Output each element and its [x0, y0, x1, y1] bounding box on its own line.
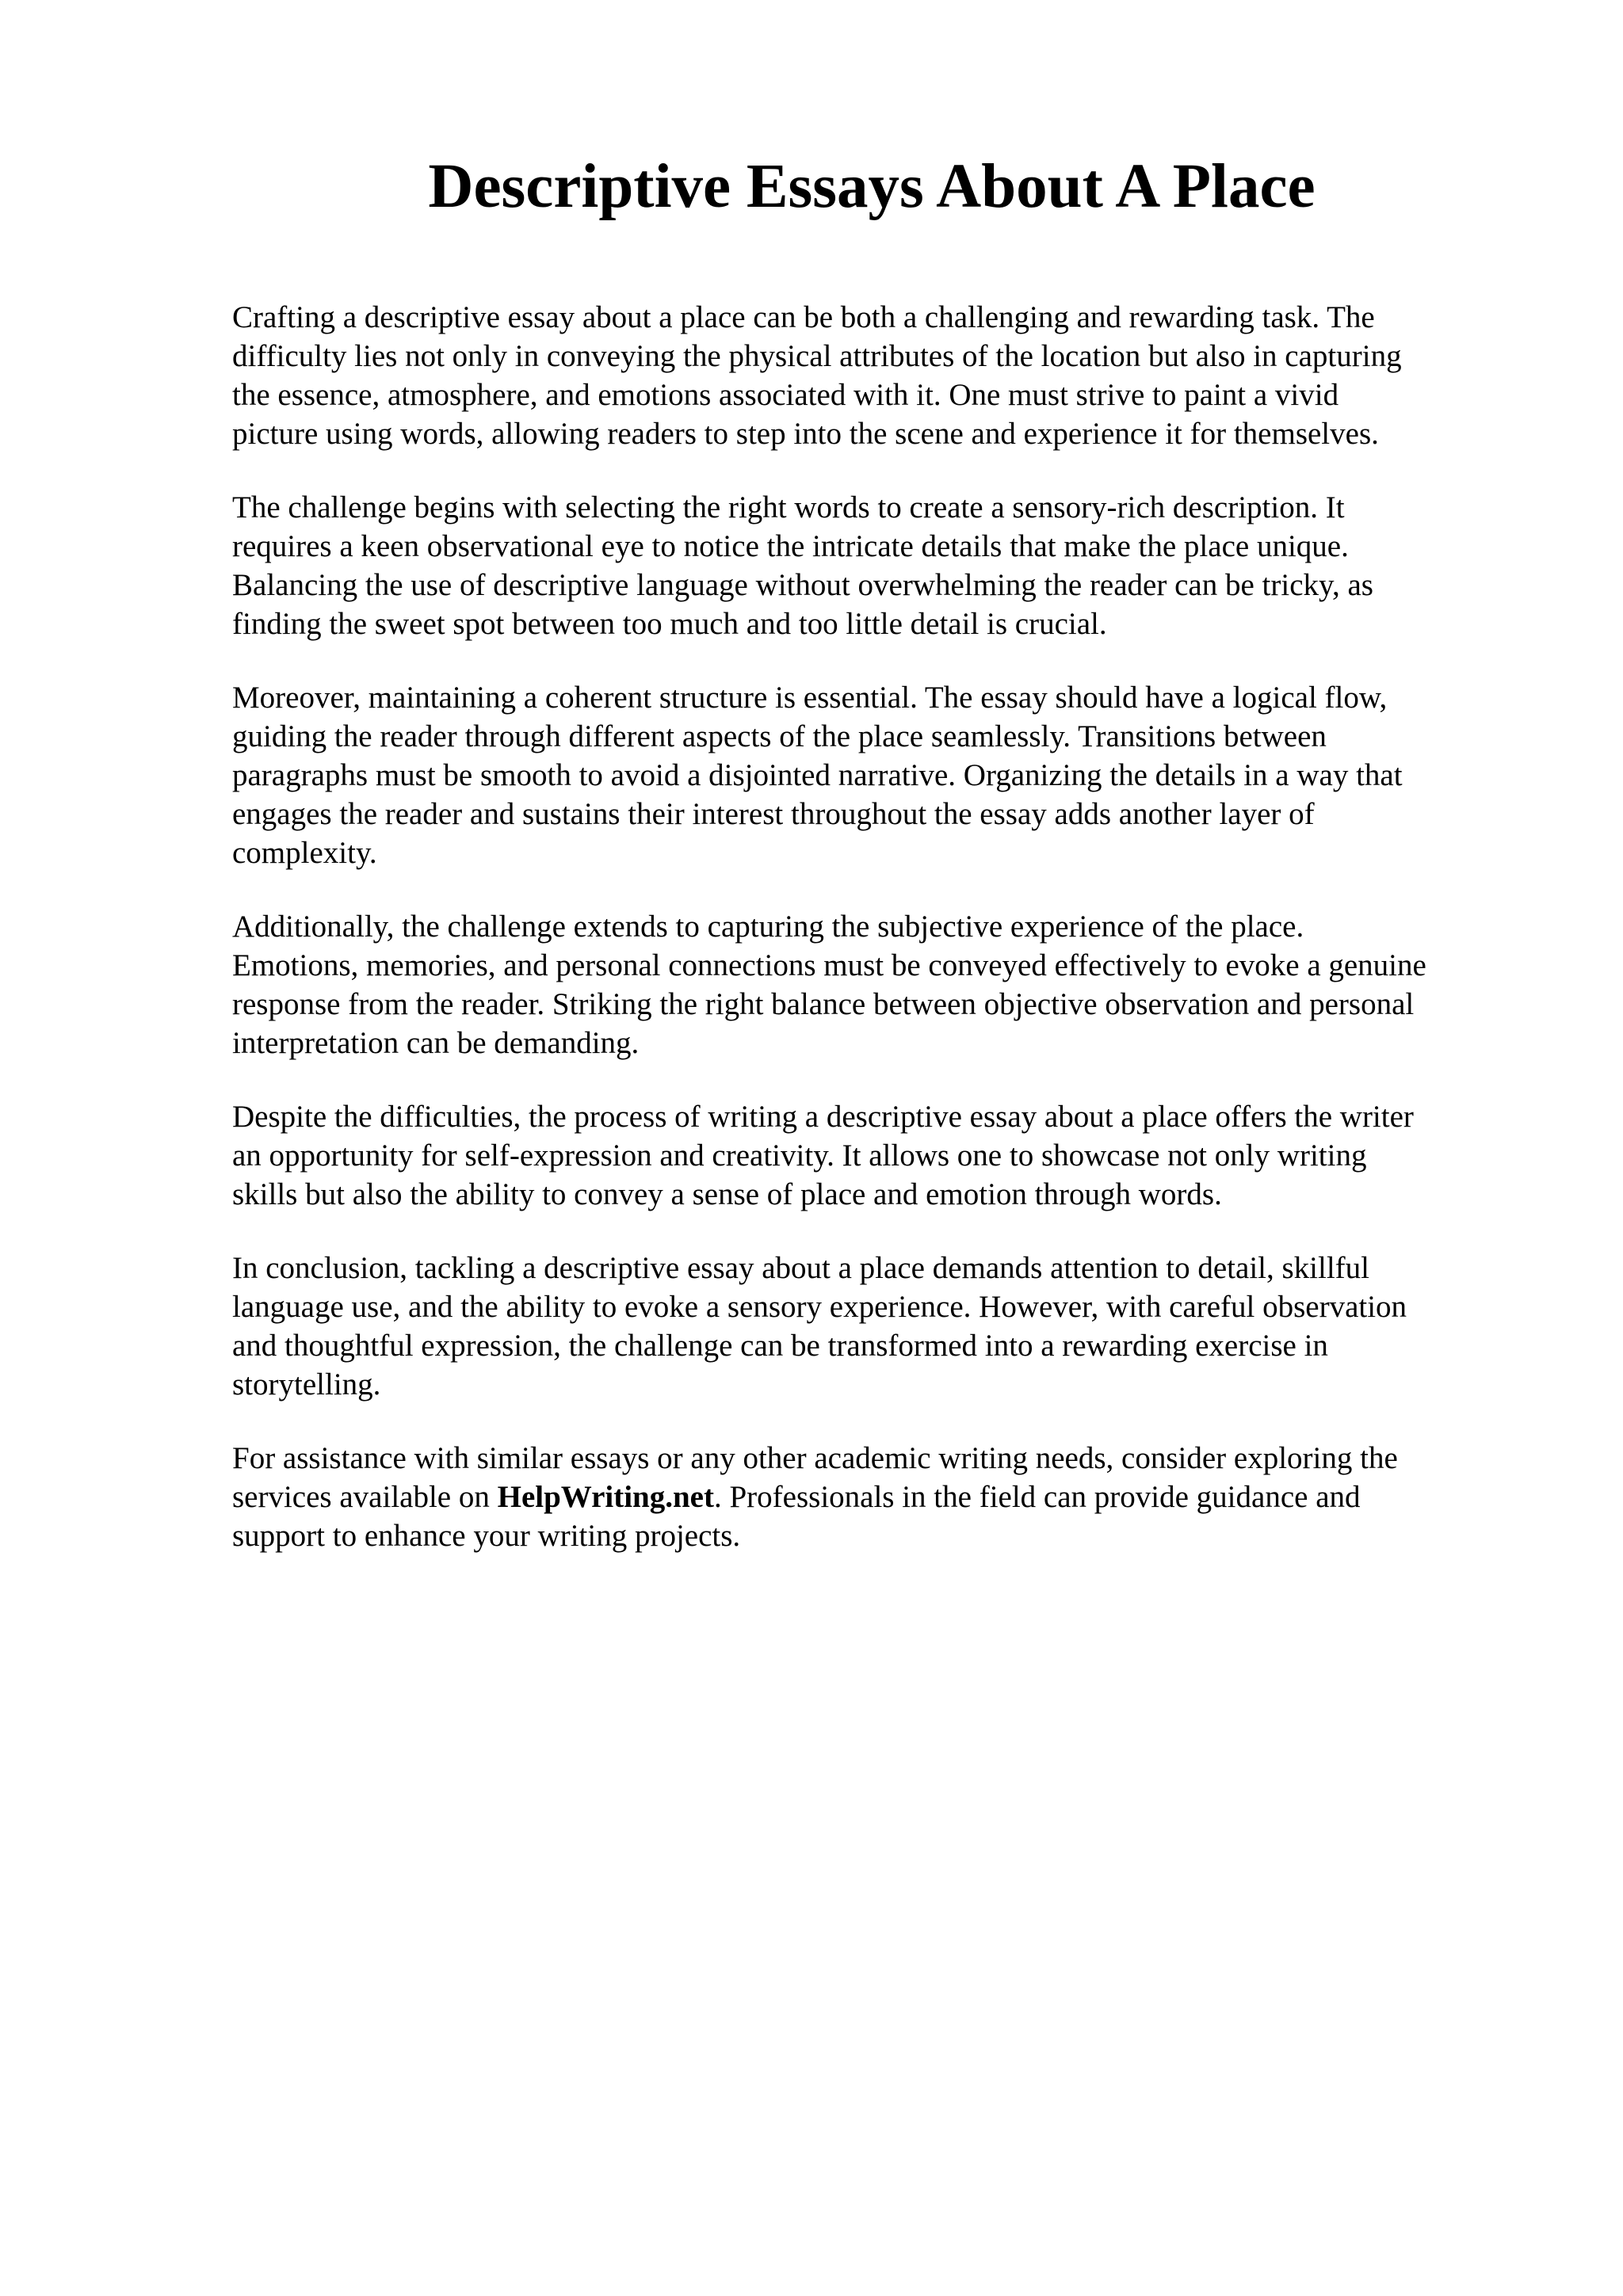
paragraph-conclusion	[232, 1249, 1516, 1404]
paragraph-line: interpretation can be demanding.	[232, 1026, 640, 1060]
paragraph-line: picture using words, allowing readers to step into the scene and experience it for themselves.	[232, 417, 1379, 451]
paragraph-subjective	[232, 907, 1516, 1062]
paragraph-line	[232, 1478, 1516, 1516]
paragraph-line: engages the reader and sustains their interest throughout the essay adds another layer of	[232, 797, 1315, 831]
paragraph-line: guiding the reader through different aspects of the place seamlessly. Transitions between	[232, 719, 1327, 753]
paragraph-line: In conclusion, tackling a descriptive essay about a place demands attention to detail, skillful	[232, 1251, 1370, 1285]
paragraph-line: Moreover, maintaining a coherent structure is essential. The essay should have a logical flow,	[232, 681, 1388, 715]
paragraph-line: Emotions, memories, and personal connections must be conveyed effectively to evoke a genuine	[232, 948, 1426, 982]
paragraph-line: Balancing the use of descriptive language without overwhelming the reader can be tricky, as	[232, 568, 1373, 602]
paragraph-line: Despite the difficulties, the process of writing a descriptive essay about a place offers the writer	[232, 1100, 1414, 1134]
paragraph-line: storytelling.	[232, 1367, 381, 1402]
paragraph-line: difficulty lies not only in conveying the physical attributes of the location but also in capturing	[232, 339, 1402, 373]
paragraph-line: the essence, atmosphere, and emotions associated with it. One must strive to paint a vivid	[232, 378, 1339, 412]
paragraph-line: finding the sweet spot between too much and too little detail is crucial.	[232, 607, 1107, 641]
paragraph-line: paragraphs must be smooth to avoid a disjointed narrative. Organizing the details in a way that	[232, 758, 1403, 792]
helpwriting-link[interactable]: HelpWriting.net	[497, 1480, 714, 1514]
closing-prefix: services available on	[232, 1480, 498, 1514]
paragraph-line: For assistance with similar essays or any other academic writing needs, consider exploring the	[232, 1441, 1398, 1475]
paragraph-word-choice	[232, 488, 1516, 643]
paragraph-line: The challenge begins with selecting the right words to create a sensory-rich description. It	[232, 490, 1345, 524]
paragraph-line: requires a keen observational eye to notice the intricate details that make the place unique.	[232, 529, 1349, 563]
paragraph-line: and thoughtful expression, the challenge can be transformed into a rewarding exercise in	[232, 1329, 1328, 1363]
essay-body	[232, 298, 1516, 1555]
paragraph-line: support to enhance your writing projects.	[232, 1519, 741, 1553]
paragraph-structure	[232, 678, 1516, 872]
paragraph-line: response from the reader. Striking the right balance between objective observation and personal	[232, 987, 1415, 1021]
paragraph-line: language use, and the ability to evoke a sensory experience. However, with careful observation	[232, 1290, 1407, 1324]
paragraph-line: skills but also the ability to convey a sense of place and emotion through words.	[232, 1177, 1222, 1211]
page-title: Descriptive Essays About A Place	[428, 152, 1316, 221]
closing-suffix: . Professionals in the field can provide guidance and	[713, 1480, 1361, 1514]
paragraph-line: Additionally, the challenge extends to capturing the subjective experience of the place.	[232, 910, 1304, 944]
paragraph-closing	[232, 1439, 1516, 1555]
paragraph-line: complexity.	[232, 836, 377, 870]
paragraph-opportunity	[232, 1097, 1516, 1214]
paragraph-intro	[232, 298, 1516, 453]
paragraph-line: an opportunity for self-expression and creativity. It allows one to showcase not only writing	[232, 1138, 1367, 1173]
paragraph-line: Crafting a descriptive essay about a place can be both a challenging and rewarding task. The	[232, 300, 1375, 334]
